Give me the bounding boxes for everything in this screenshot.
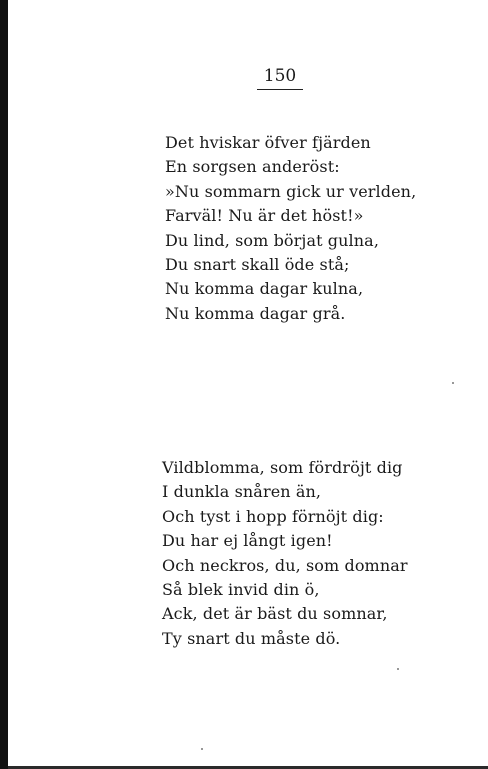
- verse-line: Nu komma dagar kulna,: [165, 279, 364, 299]
- scan-left-border: [0, 0, 8, 769]
- verse-line: Du lind, som börjat gulna,: [165, 230, 380, 250]
- verse-line: I dunkla snåren än,: [162, 482, 322, 502]
- verse-line: Och tyst i hopp förnöjt dig:: [162, 506, 384, 526]
- verse-line: »Nu sommarn gick ur verlden,: [165, 181, 417, 201]
- verse-line: Det hviskar öfver fjärden: [165, 133, 371, 152]
- page-number: 150: [263, 66, 297, 86]
- verse-line: Du har ej långt igen!: [162, 531, 333, 551]
- verse-line: Farväl! Nu är det höst!»: [165, 206, 364, 226]
- stanza-2: [162, 456, 408, 651]
- scan-speck: [397, 668, 399, 670]
- verse-line: Så blek invid din ö,: [162, 579, 320, 599]
- verse-line: Nu komma dagar grå.: [165, 303, 346, 323]
- page-number-underline: [257, 89, 303, 90]
- verse-line: En sorgsen anderöst:: [165, 157, 340, 177]
- verse-line: Ty snart du måste dö.: [162, 628, 341, 648]
- verse-line: Och neckros, du, som domnar: [162, 555, 408, 575]
- stanza-1: [165, 131, 416, 326]
- verse-line: Du snart skall öde stå;: [165, 254, 350, 274]
- verse-line: Ack, det är bäst du somnar,: [162, 604, 388, 624]
- scan-speck: [452, 382, 454, 384]
- verse-line: Vildblomma, som fördröjt dig: [162, 458, 403, 477]
- scan-speck: [201, 748, 203, 750]
